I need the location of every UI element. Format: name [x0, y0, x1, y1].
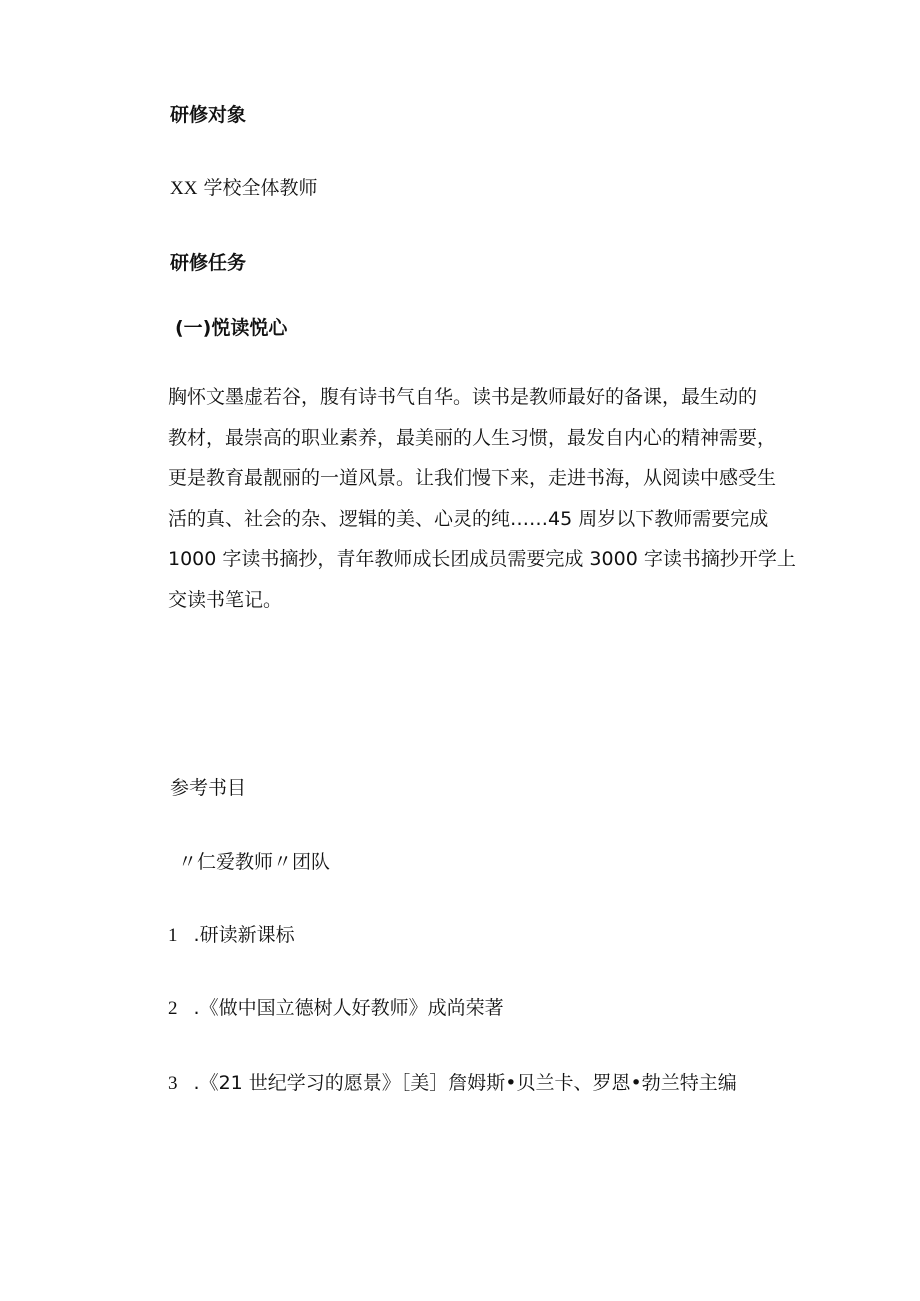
paragraph-line: 更是教育最靓丽的一道风景。让我们慢下来，走进书海，从阅读中感受生 — [168, 467, 777, 489]
reading-paragraph — [168, 377, 796, 620]
heading-research-target: 研修对象 — [170, 104, 247, 126]
reference-item-1 — [168, 923, 295, 948]
research-target-text — [170, 176, 318, 201]
subheading-reading: (一)悦读悦心 — [175, 317, 288, 339]
reference-text: .研读新课标 — [193, 924, 295, 946]
paragraph-line: 胸怀文墨虚若谷，腹有诗书气自华。读书是教师最好的备课，最生动的 — [168, 386, 758, 408]
reference-text: .《做中国立德树人好教师》成尚荣著 — [193, 997, 504, 1019]
heading-research-task: 研修任务 — [170, 252, 247, 274]
paragraph-line: 活的真、社会的杂、逻辑的美、心灵的纯……45 周岁以下教师需要完成 — [168, 507, 769, 530]
reference-item-2 — [168, 996, 504, 1021]
research-target-desc: 学校全体教师 — [203, 177, 318, 199]
school-name-placeholder: XX — [170, 178, 198, 199]
paragraph-line: 1000 字读书摘抄，青年教师成长团成员需要完成 3000 字读书摘抄开学上 — [168, 548, 796, 570]
reference-number: 1 — [168, 925, 178, 946]
reference-item-3 — [168, 1071, 737, 1096]
reference-text: .《21 世纪学习的愿景》［美］詹姆斯•贝兰卡、罗恩•勃兰特主编 — [193, 1072, 737, 1094]
paragraph-line: 交读书笔记。 — [168, 588, 283, 611]
team-name: 〃仁爱教师〃团队 — [178, 851, 331, 873]
reference-number: 2 — [168, 998, 178, 1019]
paragraph-line: 教材，最崇高的职业素养，最美丽的人生习惯，最发自内心的精神需要， — [168, 426, 777, 449]
reference-number: 3 — [168, 1073, 178, 1094]
heading-references: 参考书目 — [170, 777, 247, 799]
